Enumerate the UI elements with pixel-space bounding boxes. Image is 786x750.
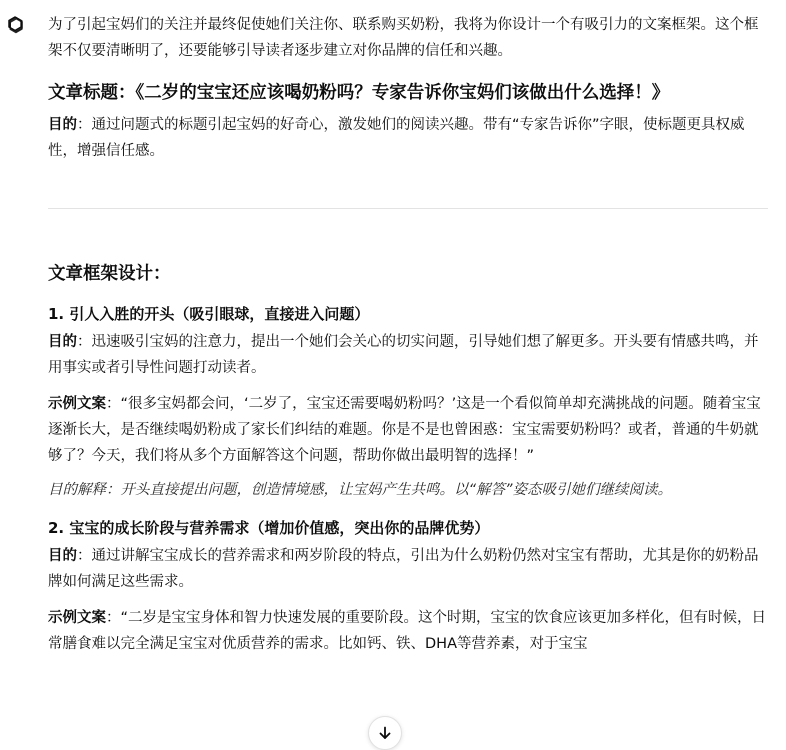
article-title: 文章标题：《二岁的宝宝还应该喝奶粉吗？专家告诉你宝妈们该做出什么选择！》 bbox=[48, 83, 670, 103]
title-purpose bbox=[48, 112, 768, 164]
section-1-heading: 1. 引人入胜的开头（吸引眼球，直接进入问题） bbox=[48, 305, 370, 323]
arrow-down-icon bbox=[377, 725, 393, 741]
purpose-text: ：通过讲解宝宝成长的营养需求和两岁阶段的特点，引出为什么奶粉仍然对宝宝有帮助，尤其是你的奶粉品牌如何满足这些需求。 bbox=[48, 548, 759, 590]
example-text: ：“很多宝妈都会问，‘二岁了，宝宝还需要喝奶粉吗？’这是一个看似简单却充满挑战的问题。随着宝宝逐渐长大，是否继续喝奶粉成了家长们纠结的难题。你是不是也曾困惑：宝宝需要奶粉吗？或者，普通的牛奶就够了？今天，我们将从多个方面解答这个问题，帮助你做出最明智的选择！” bbox=[48, 396, 761, 464]
purpose-text: ：迅速吸引宝妈的注意力，提出一个她们会关心的切实问题，引导她们想了解更多。开头要有情感共鸣，并用事实或者引导性问题打动读者。 bbox=[48, 334, 759, 376]
intro-paragraph: 为了引起宝妈们的关注并最终促使她们关注你、联系购买奶粉，我将为你设计一个有吸引力的文案框架。这个框架不仅要清晰明了，还要能够引导读者逐步建立对你品牌的信任和兴趣。 bbox=[48, 17, 759, 59]
section-1-purpose bbox=[48, 329, 768, 381]
framework-heading: 文章框架设计： bbox=[48, 264, 171, 284]
scroll-to-bottom-button[interactable] bbox=[368, 716, 402, 750]
section-2-heading: 2. 宝宝的成长阶段与营养需求（增加价值感，突出你的品牌优势） bbox=[48, 519, 490, 537]
section-1-example bbox=[48, 391, 768, 469]
section-2-example bbox=[48, 605, 768, 657]
purpose-label: 目的 bbox=[48, 334, 77, 350]
purpose-label: 目的 bbox=[48, 117, 77, 133]
assistant-avatar bbox=[0, 10, 30, 40]
assistant-message bbox=[48, 12, 768, 657]
example-text: ：“二岁是宝宝身体和智力快速发展的重要阶段。这个时期，宝宝的饮食应该更加多样化，但有时候，日常膳食难以完全满足宝宝对优质营养的需求。比如钙、铁、DHA等营养素，对于宝宝 bbox=[48, 610, 767, 652]
fade-overlay bbox=[688, 716, 786, 744]
purpose-text: ：通过问题式的标题引起宝妈的好奇心，激发她们的阅读兴趣。带有“专家告诉你”字眼，使标题更具权威性，增强信任感。 bbox=[48, 117, 745, 159]
openai-logo-icon bbox=[4, 14, 26, 36]
section-2-purpose bbox=[48, 543, 768, 595]
purpose-label: 目的 bbox=[48, 548, 77, 564]
example-label: 示例文案 bbox=[48, 610, 106, 626]
example-label: 示例文案 bbox=[48, 396, 106, 412]
section-1-note: 目的解释：开头直接提出问题，创造情境感，让宝妈产生共鸣。以“解答”姿态吸引她们继续阅读。 bbox=[48, 482, 673, 498]
